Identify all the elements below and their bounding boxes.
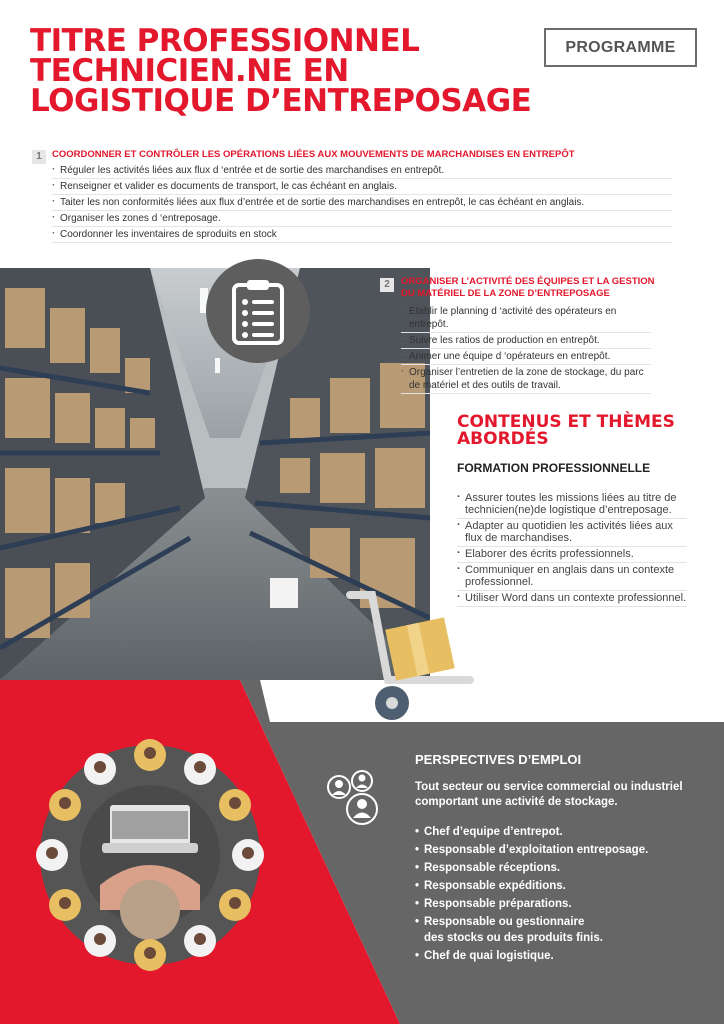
list-item: · Organiser l’entretien de la zone de stockage, du parc de matériel et des outils de travail. [401, 365, 651, 394]
contenus-title-line-2: ABORDÉS [457, 429, 549, 449]
list-item: · Animer une équipe d ‘opérateurs en entrepôt. [401, 349, 651, 365]
list-item: • Responsable expéditions. [415, 877, 648, 895]
perspectives-intro: Tout secteur ou service commercial ou industriel comportant une activité de stockage. [415, 781, 683, 808]
section-2-list [401, 304, 651, 394]
contenus-title [457, 414, 697, 448]
title-line-3: LOGISTIQUE D’ENTREPOSAGE [30, 83, 532, 119]
section-2-title [401, 276, 681, 300]
list-item: · Communiquer en anglais dans un contexte professionnel. [457, 563, 687, 591]
list-item: · Coordonner les inventaires de sproduits en stock [52, 227, 672, 243]
page-title [30, 23, 550, 119]
list-item: • Chef de quai logistique. [415, 947, 648, 965]
list-item: · Organiser les zones d ‘entreposage. [52, 211, 672, 227]
list-item: • Responsable d’exploitation entreposage. [415, 841, 648, 859]
list-item: · Adapter au quotidien les activités liées aux flux de marchandises. [457, 519, 687, 547]
section-1-list [52, 163, 672, 243]
title-line-2: TECHNICIEN.NE EN [30, 53, 349, 89]
list-item: · Etablir le planning d ‘activité des opérateurs en entrepôt. [401, 304, 651, 333]
list-item: • Responsable réceptions. [415, 859, 648, 877]
list-item: • Responsable ou gestionnaire des stocks ou des produits finis. [415, 913, 648, 947]
contenus-list [457, 491, 687, 607]
hand-truck-icon [340, 585, 480, 730]
contenus-title-line-1: CONTENUS ET THÈMES [457, 412, 675, 432]
list-item: · Taiter les non conformités liées aux flux d’entrée et de sortie des marchandises en entrepôt, le cas échéant en anglais. [52, 195, 672, 211]
list-item: • Chef d’equipe d’entrepot. [415, 823, 648, 841]
perspectives-title: PERSPECTIVES D’EMPLOI [415, 752, 582, 767]
section-2-title-line-1: ORGANISER L’ACTIVITÉ DES ÉQUIPES ET LA GESTION [401, 276, 655, 287]
section-2-number: 2 [380, 278, 394, 292]
list-item: · Utiliser Word dans un contexte professionnel. [457, 591, 687, 607]
laptop-team-icon [30, 735, 270, 975]
perspectives-list [415, 823, 648, 965]
list-item: · Renseigner et valider es documents de transport, le cas échéant en anglais. [52, 179, 672, 195]
contenus-subtitle: FORMATION PROFESSIONNELLE [457, 461, 651, 475]
list-item: · Elaborer des écrits professionnels. [457, 547, 687, 563]
people-network-icon [324, 769, 382, 827]
list-item: • Responsable préparations. [415, 895, 648, 913]
list-item: · Suivre les ratios de production en entrepôt. [401, 333, 651, 349]
clipboard-badge [206, 259, 310, 363]
section-1-title: COORDONNER ET CONTRÔLER LES OPÉRATIONS LIÉES AUX MOUVEMENTS DE MARCHANDISES EN ENTREPÔT [52, 149, 575, 160]
section-1-number: 1 [32, 150, 46, 164]
list-item: · Assurer toutes les missions liées au titre de technicien(ne)de logistique d’entreposage. [457, 491, 687, 519]
section-2-title-line-2: DU MATÉRIEL DE LA ZONE D’ENTREPOSAGE [401, 288, 610, 299]
title-line-1: TITRE PROFESSIONNEL [30, 23, 420, 59]
programme-badge: PROGRAMME [544, 28, 697, 67]
list-item: · Réguler les activités liées aux flux d ‘entrée et de sortie des marchandises en entrepôt. [52, 163, 672, 179]
clipboard-icon [228, 277, 288, 345]
